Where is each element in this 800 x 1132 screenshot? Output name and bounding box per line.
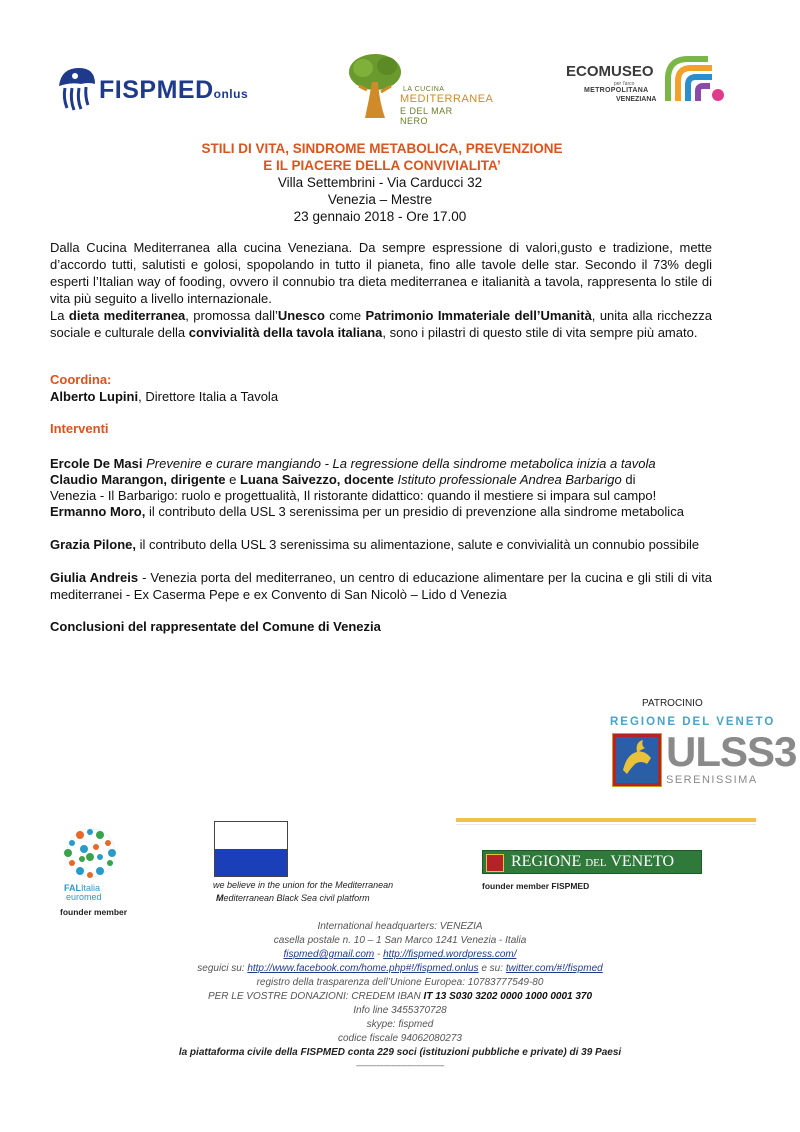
footer-social: seguici su: http://www.facebook.com/home.php#!/fispmed.onlus e su: twitter.com/#!/fispmed — [197, 963, 603, 974]
conclusion-line: Conclusioni del rappresentate del Comune di Venezia — [50, 619, 381, 634]
coordina-heading: Coordina: — [50, 372, 112, 387]
event-title-line1: STILI DI VITA, SINDROME METABOLICA, PREVENZIONE — [201, 141, 563, 156]
patrocinio-regione-veneto: REGIONE DEL VENETO — [610, 716, 776, 728]
intervento-marangon-saivezzo: Claudio Marangon, dirigente e Luana Saivezzo, docente Istituto professionale Andrea Barbarigo di — [50, 472, 636, 487]
twitter-link[interactable]: twitter.com/#!/fispmed — [505, 963, 603, 974]
event-venue: Villa Settembrini - Via Carducci 32 — [277, 175, 483, 190]
cucina-logo-line2: MEDITERRANEA — [400, 93, 494, 105]
footer-donations: PER LE VOSTRE DONAZIONI: CREDEM IBAN IT 13 S030 3202 0000 1000 0001 370 — [207, 991, 593, 1002]
ulss3-serenissima: SERENISSIMA — [666, 774, 758, 786]
footer-box: casella postale n. 10 – 1 San Marco 1241 Venezia - Italia — [273, 935, 527, 946]
venice-lion-emblem — [612, 733, 662, 787]
footer-info: Info line 3455370728 — [353, 1005, 447, 1016]
divider-yellow — [456, 818, 756, 822]
regione-banner-text: REGIONE DEL VENETO — [511, 853, 675, 870]
jellyfish-icon — [55, 64, 99, 114]
footer-skype: skype: fispmed — [366, 1019, 434, 1030]
blog-link[interactable]: http://fispmed.wordpress.com/ — [383, 949, 517, 960]
divider-thin — [456, 824, 756, 825]
falitalia-dots-icon — [60, 825, 122, 881]
patrocinio-label: PATROCINIO — [642, 698, 703, 709]
interventi-heading: Interventi — [50, 421, 109, 436]
ecomuseo-logo-line1: per l'arco — [614, 81, 635, 87]
facebook-link[interactable]: http://www.facebook.com/home.php#!/fispmed.onlus — [247, 963, 479, 974]
lion-of-saint-mark-icon — [613, 734, 661, 786]
intro-paragraph-1: Dalla Cucina Mediterranea alla cucina Veneziana. Da sempre espressione di valori,gusto e tradizione, mette d’accordo tutti, salutisti e golosi, spopolando in tutto il pianeta, fino alle tavole delle star. Secondo il 73% degli esperti l’Italian way of fooding, ovvero il connubio tra dieta mediterranea e italianità a tavola, rappresenta lo stile di vita più seguito a livello internazionale. — [50, 240, 712, 306]
falitalia-logo — [60, 825, 130, 885]
ulss3-logo-text: ULSS3 — [666, 728, 797, 775]
fispmed-logo — [55, 64, 255, 114]
footer-contacts: fispmed@gmail.com - http://fispmed.wordpress.com/ — [283, 949, 517, 960]
fispmed-logo-text: FISPMEDonlus — [99, 76, 249, 104]
event-title-line2: E IL PIACERE DELLA CONVIVIALITA’ — [263, 158, 501, 173]
falitalia-name: FALItalia — [64, 883, 101, 893]
intervento-pilone: Grazia Pilone, il contributo della USL 3 serenissima su alimentazione, salute e convivialità un connubio possibile — [50, 537, 700, 552]
coordina-line: Alberto Lupini, Direttore Italia a Tavola — [50, 389, 279, 404]
intervento-moro: Ermanno Moro, il contributo della USL 3 serenissima per un presidio di prevenzione alla sindrome metabolica — [50, 504, 684, 519]
flag-caption-2: Mediterranean Black Sea civil platform — [216, 893, 370, 903]
veneto-lion-icon — [486, 854, 504, 872]
ecomuseo-logo-line3: VENEZIANA — [616, 96, 657, 103]
intervento-andreis: Giulia Andreis - Venezia porta del mediterraneo, un centro di educazione alimentare per la cucina e gli stili di vita mediterranei - Ex Caserma Pepe e ex Convento di San Nicolò – Lido d Venezia — [50, 570, 712, 602]
footer-hq: International headquarters: VENEZIA — [317, 921, 483, 932]
intervento-de-masi: Ercole De Masi Prevenire e curare mangiando - La regressione della sindrome metabolica inizia a tavola — [50, 456, 656, 471]
ecomuseo-logo-name: ECOMUSEO — [566, 63, 654, 80]
intervento-marangon-line2: Venezia - Il Barbarigo: ruolo e progettualità, Il ristorante didattico: quando il mestiere si impara sul campo! — [50, 488, 657, 503]
falitalia-caption: founder member — [60, 907, 128, 917]
flag-caption-1: we believe in the union for the Mediterranean — [213, 880, 394, 890]
platform-flag — [214, 821, 288, 877]
ecomuseo-logo-line2: METROPOLITANA — [584, 87, 649, 94]
footer-cf: codice fiscale 94062080273 — [338, 1033, 462, 1044]
cucina-logo-line1: LA CUCINA — [403, 86, 445, 93]
falitalia-euromed: euromed — [66, 892, 102, 902]
intro-paragraph-2: La dieta mediterranea, promossa dall’Unesco come Patrimonio Immateriale dell’Umanità, unita alla ricchezza sociale e culturale della convivialità della tavola italiana, sono i pilastri di questo stile di vita sempre più amato. — [50, 308, 712, 340]
cucina-mediterranea-logo — [345, 50, 494, 126]
event-city: Venezia – Mestre — [327, 192, 433, 207]
footer-dashes: ------------------------------------------------ — [356, 1063, 444, 1070]
email-link[interactable]: fispmed@gmail.com — [283, 949, 375, 960]
flag-white-stripe — [215, 822, 287, 849]
ecomuseo-arches-icon — [662, 55, 726, 103]
footer-registry: registro della trasparenza dell’Unione Europea: 10783777549-80 — [256, 977, 544, 988]
regione-caption: founder member FISPMED — [482, 881, 590, 891]
cucina-logo-line3: E DEL MAR NERO — [400, 106, 453, 126]
ecomuseo-logo — [560, 55, 735, 120]
flag-blue-stripe — [215, 849, 287, 876]
regione-veneto-banner — [482, 850, 702, 874]
event-date: 23 gennaio 2018 - Ore 17.00 — [293, 209, 467, 224]
olive-tree-icon — [345, 50, 405, 125]
footer-closing: la piattaforma civile della FISPMED conta 229 soci (istituzioni pubbliche e private) di 39 Paesi — [178, 1047, 622, 1058]
